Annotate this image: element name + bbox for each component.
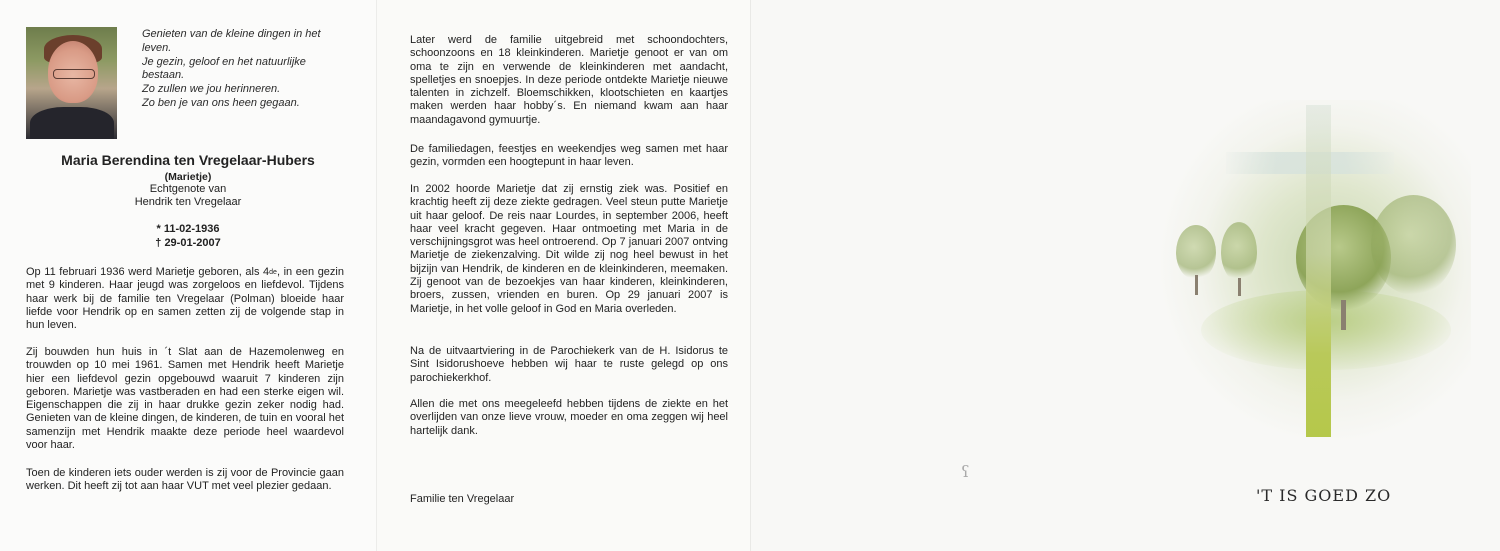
left-panel [0,0,376,551]
poem-line: leven. [142,41,172,54]
cover-panel [750,0,1500,551]
poem-line: Zo ben je van ons heen gegaan. [142,96,300,109]
tree [1371,195,1456,295]
cover-motto: 'T IS GOED ZO [1256,486,1392,505]
poem-line: bestaan. [142,69,185,82]
tree [1221,222,1257,282]
tree [1176,225,1216,280]
death-date: † 29-01-2007 [155,237,221,249]
family-signature: Familie ten Vregelaar [410,493,515,505]
biography-paragraph-7: Na de uitvaartviering in de Parochiekerk van de H. Isidorus te Sint Isidorushoeve hebben wij haar te ruste gelegd op ons parochiekerkhof. [410,345,728,384]
birth-date: * 11-02-1936 [156,223,220,235]
biography-paragraph-4: Later werd de familie uitgebreid met schoondochters, schoonzoons en 18 kleinkinderen. Marietje genoot er van om oma te zijn en verwende de kleinkinderen met aandacht, spelletjes en snoepjes. In deze periode ontdekte Marietje nieuwe talenten in zichzelf. Bloemschikken, klootschieten en kaartjes maken werden haar hobby´s. En niemand kwam aan haar maandagavond gymuurtje. [410,34,728,126]
poem-line: Je gezin, geloof en het natuurlijke [142,55,306,68]
biography-paragraph-5: De familiedagen, feestjes en weekendjes weg samen met haar gezin, vormden een hoogtepunt in haar leven. [410,143,728,169]
poem-line: Zo zullen we jou herinneren. [142,83,281,96]
spouse-label: Echtgenote van [149,183,227,195]
spouse-name: Hendrik ten Vregelaar [134,196,242,208]
deceased-name: Maria Berendina ten Vregelaar-Hubers [61,152,315,168]
biography-paragraph-6: In 2002 hoorde Marietje dat zij ernstig ziek was. Positief en krachtig heeft zij deze ziekte gedragen. Veel steun putte Marietje uit haar geloof. De reis naar Lourdes, in september 2006, heeft haar veel kracht gegeven. Haar ontmoeting met Maria in de verschijningsgrot was heel ontroerend. Op 7 januari 2007 ontving Marietje de ziekenzalving. Dit wilde zij nog heel bewust in het bijzijn van Hendrik, de kinderen en de kleinkinderen, meemaken. Zij genoot van de bezoekjes van haar kinderen, kleinkinderen, broers, zussen, vrienden en buren. Op 29 januari 2007 is Marietje, in het volle geloof in God en Maria overleden. [410,183,728,315]
pencil-mark: ʕ [961,462,970,481]
biography-paragraph-8: Allen die met ons meegeleefd hebben tijdens de ziekte en het overlijden van onze lieve vrouw, moeder en oma zeggen wij heel hartelijk dank. [410,398,728,437]
middle-panel [376,0,750,551]
biography-paragraph-1: Op 11 februari 1936 werd Marietje geboren, als 4de, in een gezin met 9 kinderen. Haar jeugd was zorgeloos en liefdevol. Tijdens haar werk bij de familie ten Vregelaar (Polman) bloeide haar liefde voor Hendrik op en samen zetten zij de volgende stap in hun leven. [26,266,344,332]
poem-line: Genieten van de kleine dingen in het [142,28,321,40]
portrait-photo [26,27,117,139]
biography-paragraph-2: Zij bouwden hun huis in ´t Slat aan de Hazemolenweg en trouwden op 10 mei 1961. Samen met Hendrik heeft Marietje hier een liefdevol gezin opgebouwd waaruit 7 kinderen zijn geboren. Marietje was vastberaden en had een sterke eigen wil. Eigenschappen die zij in haar drukke gezin zeker nodig had. Genieten van de kleine dingen, de kinderen, de tuin en vooral het samenzijn met Hendrik maakte deze periode heel waardevol voor haar. [26,346,345,452]
nickname: (Marietje) [164,171,212,183]
biography-paragraph-3: Toen de kinderen iets ouder werden is zij voor de Provincie gaan werken. Dit heeft zij tot aan haar VUT met veel plezier gedaan. [26,467,344,493]
cross-icon [1306,105,1331,437]
poem [142,28,357,111]
